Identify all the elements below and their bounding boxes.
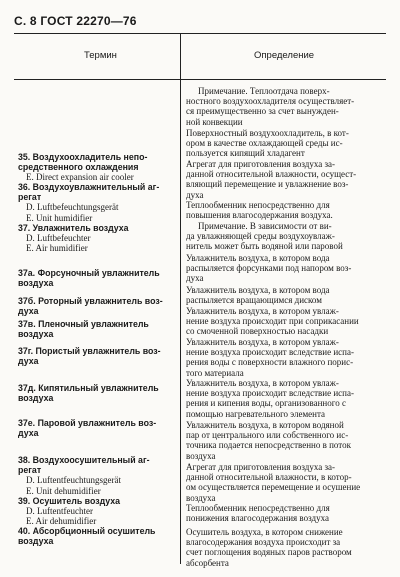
text-line: повышения влагосодержания воздуха. (186, 210, 333, 221)
text-line: ором в качестве охлаждающей среды ис- (186, 138, 343, 149)
text-line: воздуха (186, 492, 216, 503)
text-line: 35. Воздухоохладитель непо- (18, 152, 148, 162)
text-line: средственного охлаждения (18, 162, 139, 173)
text-line: того материала (186, 367, 244, 378)
text-line: счет поглощения водяных паров раствором (186, 547, 352, 558)
terms-column (18, 34, 176, 564)
term-37v (18, 319, 176, 339)
text-line: D. Luftbefeuchtungsgerät (26, 202, 119, 213)
text-line: 40. Абсорбционный осушитель (18, 526, 156, 536)
text-line: 37г. Пористый увлажнитель воз- (18, 346, 161, 356)
definition-38 (186, 462, 384, 503)
column-header-definition: Определение (254, 50, 315, 61)
text-line: данной относительной влажности, осущест- (186, 169, 357, 180)
text-line: 37а. Форсуночный увлажнитель (18, 268, 160, 278)
column-header-term: Термин (84, 50, 117, 61)
text-line: 37. Увлажнитель воздуха (18, 223, 129, 233)
text-line: регат (18, 465, 42, 476)
text-line: воздуха (18, 329, 54, 340)
term-39 (18, 496, 176, 527)
definition-37 (186, 200, 384, 220)
text-line: духа (18, 428, 39, 439)
text-line: Примечание. Теплоотдача поверх- (198, 86, 330, 96)
text-line: E. Air dehumidifier (26, 516, 97, 527)
text-line: духа (186, 189, 204, 200)
term-37b (18, 296, 176, 316)
text-line: понижения влагосодержания воздуха (186, 513, 329, 524)
text-line: Теплообменник непосредственно для (186, 200, 330, 210)
definition-36 (186, 159, 384, 200)
text-line: Агрегат для приготовления воздуха за- (186, 159, 336, 169)
text-line: Увлажнитель воздуха, в котором увлаж- (186, 306, 339, 316)
definition-37d (186, 378, 384, 419)
text-line: регат (18, 192, 42, 203)
text-line: ной конвекции (186, 116, 243, 127)
definition-35 (186, 128, 384, 159)
text-line: E. Air humidifier (26, 243, 88, 254)
text-line: Увлажнитель воздуха, в котором вода (186, 253, 330, 263)
text-line: 36. Воздухоувлажнительный аг- (18, 182, 160, 192)
text-line: Увлажнитель воздуха, в котором вода (186, 285, 330, 295)
text-line: 38. Воздухоосушительный аг- (18, 455, 150, 465)
text-line: нитель может быть водяной или паровой (186, 241, 343, 252)
text-line: 37е. Паровой увлажнитель воз- (18, 418, 157, 428)
text-line: Увлажнитель воздуха, в котором увлаж- (186, 378, 339, 388)
text-line: воздуха (18, 536, 54, 547)
term-36 (18, 182, 176, 223)
text-line: Агрегат для приготовления воздуха за- (186, 462, 336, 472)
term-37g (18, 346, 176, 366)
text-line: 37в. Пленочный увлажнитель (18, 319, 149, 329)
term-40 (18, 526, 176, 546)
text-line: ностного воздухоохладителя осуществляет- (186, 96, 355, 107)
text-line: влагосодержания воздуха происходит за (186, 537, 341, 548)
definition-37v (186, 306, 384, 337)
text-line: 37б. Роторный увлажнитель воз- (18, 296, 163, 306)
text-line: духа (186, 273, 204, 284)
definition-note-35 (186, 86, 384, 127)
text-line: помощью нагревательного элемента (186, 408, 326, 419)
text-line: E. Direct expansion air cooler (26, 172, 134, 183)
terms-table (14, 33, 386, 568)
term-37d (18, 383, 176, 403)
text-line: Осушитель воздуха, в котором снижение (186, 527, 343, 537)
text-line: нение воздуха происходит вследствие испа- (186, 388, 354, 399)
text-line: ся преимущественно за счет вынужден- (186, 106, 339, 117)
definition-37a (186, 253, 384, 284)
definition-40 (186, 527, 384, 568)
text-line: воздуха (18, 393, 54, 404)
term-38 (18, 455, 176, 496)
text-line: воздуха (18, 278, 54, 289)
text-line: пользуется кипящий хладагент (186, 148, 305, 159)
text-line: нение воздуха происходит вследствие испа- (186, 347, 354, 358)
text-line: духа (18, 356, 39, 367)
text-line: распыляется вращающимся диском (186, 295, 322, 306)
text-line: E. Unit humidifier (26, 212, 93, 223)
text-line: D. Luftentfeuchtungsgerät (26, 475, 121, 486)
text-line: точника подается непосредственно в поток (186, 440, 351, 451)
text-line: вляющий перемещение и увлажнение воз- (186, 179, 349, 190)
text-line: 39. Осушитель воздуха (18, 496, 121, 506)
text-line: пар от центрального или собственного ис- (186, 430, 349, 441)
text-line: D. Luftentfeuchter (26, 506, 93, 517)
text-line: Теплообменник непосредственно для (186, 503, 330, 513)
text-line: воздуха (186, 450, 216, 461)
definition-37e (186, 420, 384, 461)
text-line: ом осуществляется перемещение и осушение (186, 482, 361, 493)
text-line: со смоченной поверхностью насадки (186, 326, 329, 337)
term-37a (18, 268, 176, 288)
text-line: Поверхностный воздухоохладитель, в кот- (186, 128, 349, 138)
text-line: нение воздуха происходит при соприкасании (186, 316, 359, 327)
definition-note-37 (186, 221, 384, 252)
text-line: E. Unit dehumidifier (26, 485, 101, 496)
definition-37g (186, 337, 384, 378)
text-line: рения воды с поверхности влажного порис- (186, 357, 354, 368)
definition-39 (186, 503, 384, 523)
text-line: распыляется форсунками под напором воз- (186, 263, 352, 274)
column-divider (180, 34, 181, 564)
text-line: абсорбента (186, 557, 229, 568)
definition-37b (186, 285, 384, 305)
text-line: рения и кипения воды, организованного с (186, 398, 346, 409)
term-37e (18, 418, 176, 438)
text-line: данной относительной влажности, в котор- (186, 472, 352, 483)
text-line: Примечание. В зависимости от ви- (198, 221, 332, 231)
text-line: D. Luftbefeuchter (26, 233, 91, 244)
term-35 (18, 152, 176, 183)
text-line: Увлажнитель воздуха, в котором увлаж- (186, 337, 339, 347)
term-37 (18, 223, 176, 254)
text-line: духа (18, 306, 39, 317)
definitions-column (186, 34, 384, 568)
text-line: да увлажняющей среды воздухоувлаж- (186, 231, 335, 242)
text-line: Увлажнитель воздуха, в котором водяной (186, 420, 344, 430)
text-line: 37д. Кипятильный увлажнитель (18, 383, 159, 393)
page-header: С. 8 ГОСТ 22270—76 (14, 14, 137, 28)
